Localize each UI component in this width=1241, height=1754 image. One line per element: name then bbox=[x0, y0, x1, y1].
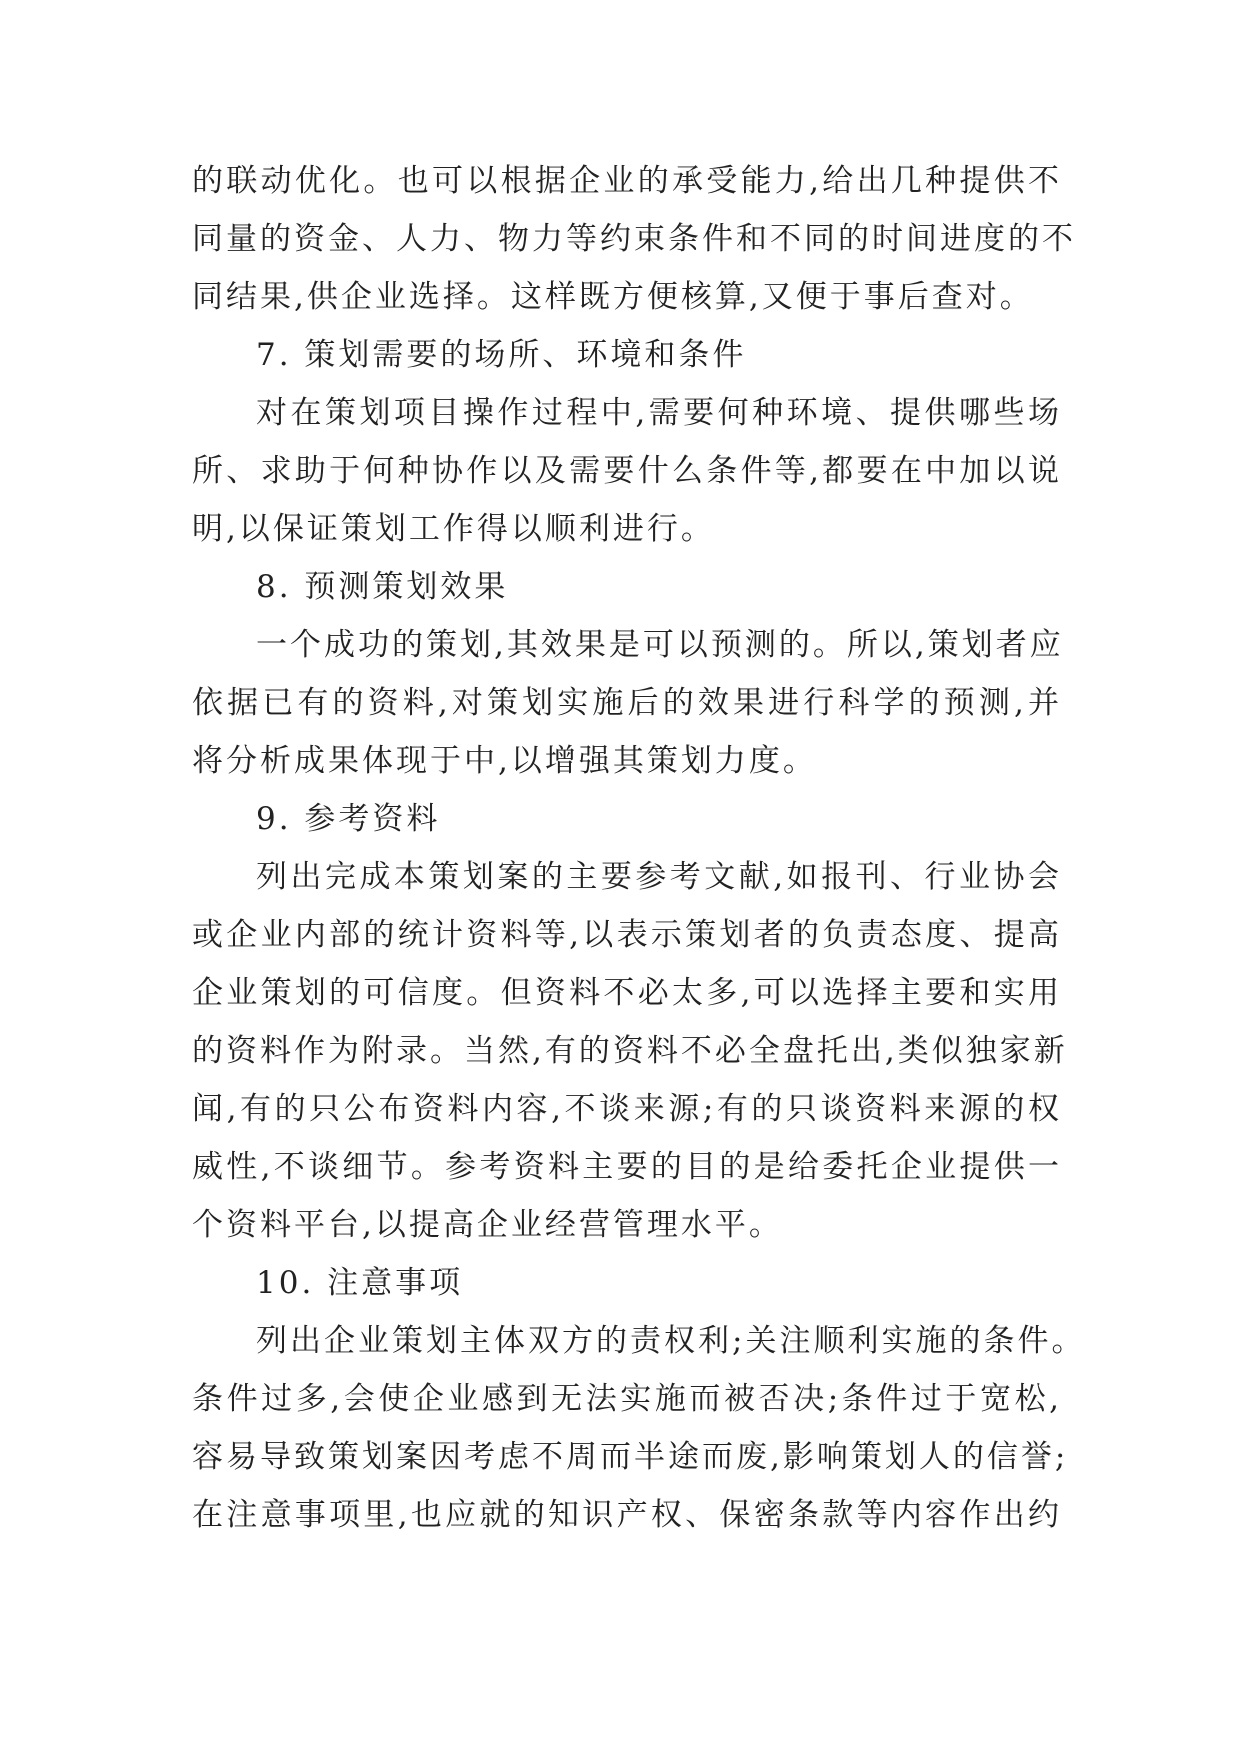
paragraph-line: 的联动优化。也可以根据企业的承受能力,给出几种提供不 bbox=[192, 163, 1062, 199]
paragraph-line: 将分析成果体现于中,以增强其策划力度。 bbox=[192, 743, 817, 779]
section-heading-8: 8. 预测策划效果 bbox=[256, 569, 509, 605]
paragraph-line: 对在策划项目操作过程中,需要何种环境、提供哪些场 bbox=[256, 395, 1062, 431]
paragraph-line: 条件过多,会使企业感到无法实施而被否决;条件过于宽松, bbox=[192, 1381, 1062, 1417]
section-heading-10: 10. 注意事项 bbox=[256, 1265, 464, 1301]
paragraph-line: 同量的资金、人力、物力等约束条件和不同的时间进度的不 bbox=[192, 221, 1076, 257]
section-heading-7: 7. 策划需要的场所、环境和条件 bbox=[256, 337, 747, 373]
paragraph-line: 威性,不谈细节。参考资料主要的目的是给委托企业提供一 bbox=[192, 1149, 1062, 1185]
paragraph-line: 在注意事项里,也应就的知识产权、保密条款等内容作出约 bbox=[192, 1497, 1062, 1533]
paragraph-line: 或企业内部的统计资料等,以表示策划者的负责态度、提高 bbox=[192, 917, 1062, 953]
paragraph-line: 列出完成本策划案的主要参考文献,如报刊、行业协会 bbox=[256, 859, 1062, 895]
paragraph-line: 同结果,供企业选择。这样既方便核算,又便于事后查对。 bbox=[192, 279, 1034, 315]
document-body bbox=[192, 152, 1086, 1544]
paragraph-line: 依据已有的资料,对策划实施后的效果进行科学的预测,并 bbox=[192, 685, 1062, 721]
section-heading-9: 9. 参考资料 bbox=[256, 801, 441, 837]
paragraph-line: 所、求助于何种协作以及需要什么条件等,都要在中加以说 bbox=[192, 453, 1062, 489]
paragraph-line: 容易导致策划案因考虑不周而半途而废,影响策划人的信誉; bbox=[192, 1439, 1069, 1475]
paragraph-line: 闻,有的只公布资料内容,不谈来源;有的只谈资料来源的权 bbox=[192, 1091, 1062, 1127]
paragraph-line: 列出企业策划主体双方的责权利;关注顺利实施的条件。 bbox=[256, 1323, 1086, 1359]
paragraph-line: 的资料作为附录。当然,有的资料不必全盘托出,类似独家新 bbox=[192, 1033, 1068, 1069]
paragraph-line: 明,以保证策划工作得以顺利进行。 bbox=[192, 511, 715, 547]
paragraph-line: 个资料平台,以提高企业经营管理水平。 bbox=[192, 1207, 783, 1243]
paragraph-line: 一个成功的策划,其效果是可以预测的。所以,策划者应 bbox=[256, 627, 1064, 663]
paragraph-line: 企业策划的可信度。但资料不必太多,可以选择主要和实用 bbox=[192, 975, 1062, 1011]
